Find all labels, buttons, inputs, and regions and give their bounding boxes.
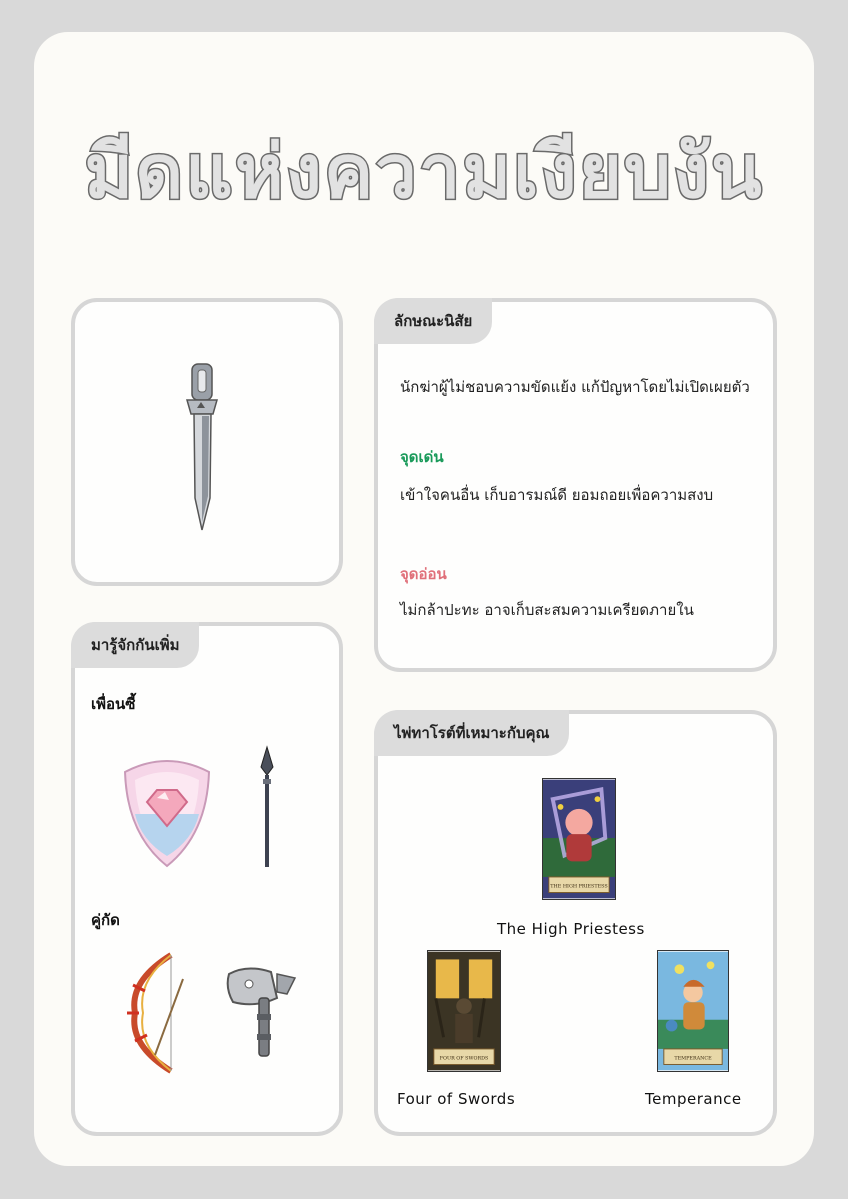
personality-description: นักฆ่าผู้ไม่ชอบความขัดแย้ง แก้ปัญหาโดยไม่เปิดเผยตัว <box>400 378 750 396</box>
weapon-image-panel <box>71 298 343 586</box>
strength-text: เข้าใจคนอื่น เก็บอารมณ์ดี ยอมถอยเพื่อความสงบ <box>400 486 714 504</box>
friends-title: เพื่อนซี้ <box>91 695 136 713</box>
high-priestess-label: The High Priestess <box>497 920 645 938</box>
tarot-card-high-priestess <box>542 778 616 900</box>
dagger-icon <box>71 298 343 586</box>
temperance-label: Temperance <box>645 1090 742 1108</box>
four-of-swords-card-caption: FOUR OF SWORDS <box>439 1055 489 1062</box>
tarot-card-temperance <box>657 950 729 1072</box>
page-title: มีดแห่งความเงียบงัน <box>84 129 764 215</box>
four-of-swords-label: Four of Swords <box>397 1090 516 1108</box>
axe-icon <box>221 964 301 1060</box>
bow-icon <box>125 951 195 1075</box>
relations-panel <box>71 622 343 1136</box>
shield-icon <box>117 754 217 874</box>
personality-tag: ลักษณะนิสัย <box>374 298 492 344</box>
personality-panel <box>374 298 777 672</box>
tarot-card-four-of-swords <box>427 950 501 1072</box>
weakness-title: จุดอ่อน <box>400 565 447 583</box>
tarot-tag: ไพ่ทาโรต์ที่เหมาะกับคุณ <box>374 710 569 756</box>
strength-title: จุดเด่น <box>400 448 444 466</box>
tarot-panel <box>374 710 777 1136</box>
weakness-text: ไม่กล้าปะทะ อาจเก็บสะสมความเครียดภายใน <box>400 601 694 619</box>
temperance-card-caption: TEMPERANCE <box>674 1055 712 1062</box>
high-priestess-card-caption: THE HIGH PRIESTESS <box>550 883 608 890</box>
partners-title: คู่กัด <box>91 911 120 929</box>
spear-icon <box>252 745 282 871</box>
relations-tag: มารู้จักกันเพิ่ม <box>71 622 199 668</box>
